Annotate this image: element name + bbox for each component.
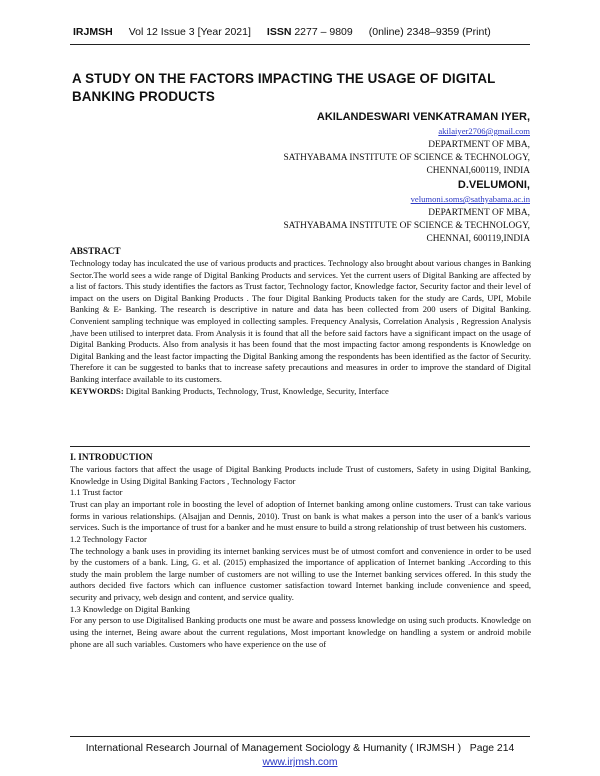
author-email-link[interactable]: velumoni.soms@sathyabama.ac.in: [410, 194, 530, 204]
author-department: DEPARTMENT OF MBA,: [428, 208, 530, 218]
issn-online: 2277 – 9809: [294, 26, 353, 38]
keywords-label: KEYWORDS:: [70, 385, 124, 396]
author-name: AKILANDESWARI VENKATRAMAN IYER,: [316, 111, 530, 123]
author-location: CHENNAI, 600119,INDIA: [426, 234, 530, 244]
introduction-heading: I. INTRODUCTION: [70, 453, 153, 463]
header-rule: [70, 44, 530, 45]
author-name: D.VELUMONI,: [457, 179, 530, 191]
keywords-line: [70, 386, 531, 398]
issn-print: (0nline) 2348–9359 (Print): [368, 26, 491, 38]
author-block: [200, 110, 530, 246]
footer-journal-name: International Research Journal of Management Sociology & Humanity ( IRJMSH ): [85, 743, 462, 754]
subsection-heading: 1.1 Trust factor: [70, 487, 123, 498]
volume-info: Vol 12 Issue 3 [Year 2021]: [128, 26, 251, 38]
abstract-heading: ABSTRACT: [70, 247, 121, 257]
subsection-paragraph: Trust can play an important role in boosting the level of adoption of Internet banking among online customers. Trust can take various forms in various relationships. (Alsajjan and Dennis, 2010). Trust on bank is what makes a person into the user of a bank's various services. Such is the importance of trust for a banker and he must ensure to build a strong relationship of trust between his customers.: [70, 498, 531, 533]
page-number: Page 214: [469, 743, 515, 754]
footer-rule: [70, 736, 530, 737]
subsection-paragraph: The technology a bank uses in providing its internet banking services must be of utmost comfort and convenience in order to be used by the customers of a bank. Ling, G. et al. (2015) emphasized the importance of application of Internet banking .According to this study the main problem the large number of customers are not willing to use the Internet banking services offered. In this study the authors decided five factors which can influence customer satisfaction toward Internet banking include convenience and speed, security and privacy, web design and content, and service quality.: [70, 545, 531, 602]
keywords-list: Digital Banking Products, Technology, Trust, Knowledge, Security, Interface: [123, 385, 389, 396]
author-department: DEPARTMENT OF MBA,: [428, 140, 530, 150]
subsection-heading: 1.2 Technology Factor: [70, 533, 147, 544]
author-institute: SATHYABAMA INSTITUTE OF SCIENCE & TECHNOLOGY,: [283, 153, 530, 163]
page-footer: [70, 742, 530, 770]
running-header: [73, 26, 491, 38]
author-email-link[interactable]: akilaiyer2706@gmail.com: [438, 126, 530, 136]
paper-title: A STUDY ON THE FACTORS IMPACTING THE USAGE OF DIGITAL BANKING PRODUCTS: [72, 71, 496, 104]
subsection-heading: 1.3 Knowledge on Digital Banking: [70, 603, 190, 614]
journal-website-link[interactable]: www.irjmsh.com: [262, 757, 338, 768]
journal-abbrev: IRJMSH: [73, 26, 113, 38]
introduction-paragraph: The various factors that affect the usage of Digital Banking Products include Trust of customers, Safety in using Digital Banking, Knowledge in Using Digital Banking Factors , Technology Factor: [70, 464, 531, 486]
section-divider: [70, 446, 530, 447]
author-location: CHENNAI,600119, INDIA: [426, 166, 530, 176]
abstract-text: Technology today has inculcated the use of various products and practices. Technology also brought about various changes in Banking Sector.The world sees a wide range of Digital Banking Products and services. Yet the current users of Digital Banking are affected by a list of factors. This study identifies the factors as Trust factor, Technology factor, Knowledge factor, Security factor and their level of impact on the users on Digital Banking Products . The four Digital Banking Products taken for the study are Cards, UPI, Mobile Banking & E- Banking. The research is descriptive in nature and data has been collected from 200 users of Digital Banking. Convenient sampling technique was employed in collecting samples. Frequency Analysis, Correlation Analysis , Regression Analysis ,have been utilised to interpret data. From Analysis it is found that all the before said factors have a significant impact on the usage of Digital Banking Products. Also from analysis it has been found that the most impacting factor among respondents is Knowledge on Digital Banking and the least factor impacting the Digital Banking among the respondents has been identified as the factor of Security. Therefore it can be suggested to banks that to increase safety precautions and measures in order to improve the standard of Digital Banking interface available to its customers.: [70, 258, 531, 384]
abstract-section: [70, 246, 531, 397]
subsection-paragraph: For any person to use Digitalised Banking products one must be aware and possess knowledge on using such products. Knowledge on using the internet, Being aware about the current regulations, Most important knowledge on handling a system or android mobile phone are all such variables. Customers who have experience on the use of: [70, 615, 531, 649]
issn-label: ISSN: [266, 26, 292, 38]
introduction-section: [70, 452, 531, 650]
author-institute: SATHYABAMA INSTITUTE OF SCIENCE & TECHNOLOGY,: [283, 221, 530, 231]
